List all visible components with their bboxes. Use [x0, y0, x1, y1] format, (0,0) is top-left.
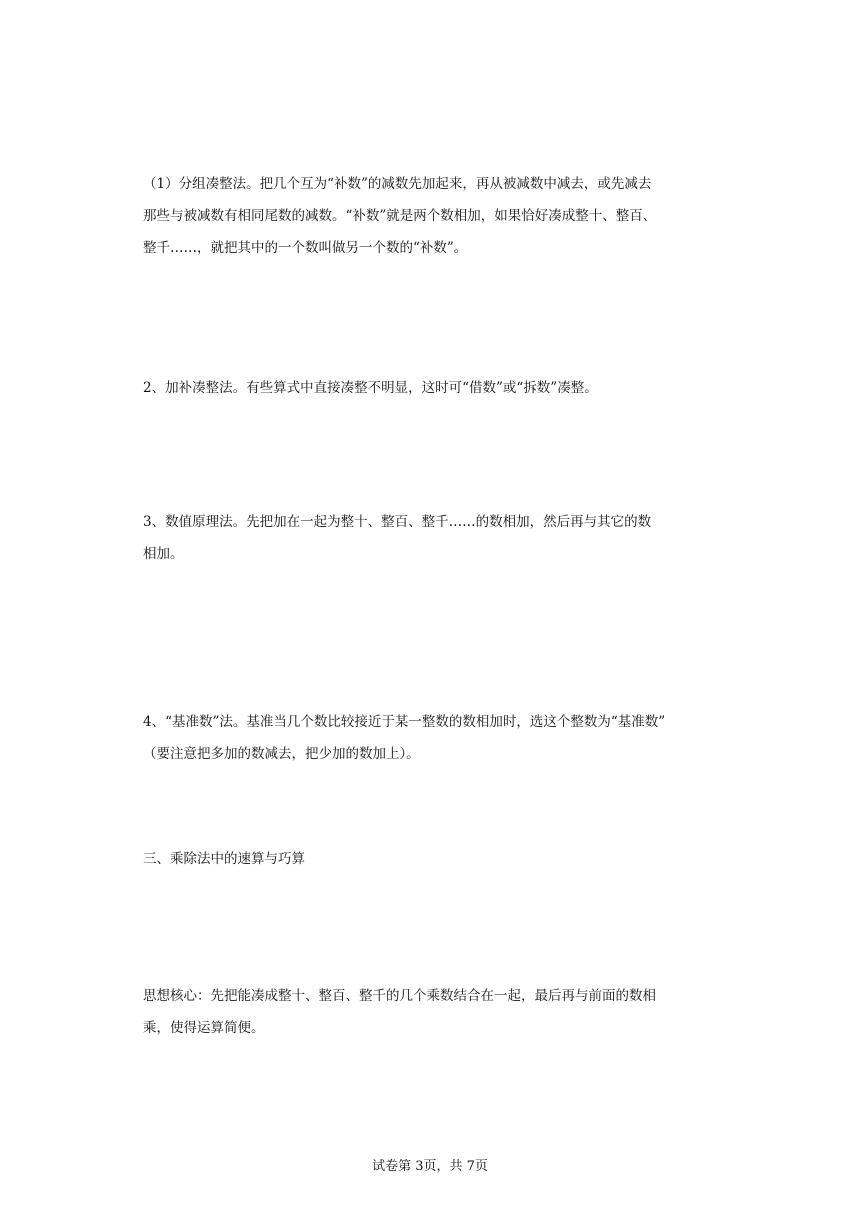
page-footer — [0, 1157, 860, 1177]
paragraph-core-idea — [143, 980, 725, 1044]
heading-line: 三、乘除法中的速算与巧算 — [143, 851, 305, 867]
paragraph-line: 那些与被减数有相同尾数的减数。“补数”就是两个数相加，如果恰好凑成整十、整百、 — [143, 208, 657, 224]
paragraph-numeric-principle-method — [143, 506, 725, 570]
paragraph-line: （要注意把多加的数减去，把少加的数加上）。 — [143, 746, 420, 762]
paragraph-line: 乘，使得运算简便。 — [143, 1020, 265, 1036]
paragraph-complement-method — [143, 372, 725, 404]
paragraph-line: 思想核心：先把能凑成整十、整百、整千的几个乘数结合在一起，最后再与前面的数相 — [143, 988, 656, 1004]
paragraph-line: 相加。 — [143, 546, 184, 562]
paragraph-line: 整千……，就把其中的一个数叫做另一个数的“补数”。 — [143, 240, 468, 256]
paragraph-line: （1）分组凑整法。把几个互为“补数”的减数先加起来，再从被减数中减去，或先减去 — [143, 176, 652, 192]
paragraph-line: 3、数值原理法。先把加在一起为整十、整百、整千……的数相加，然后再与其它的数 — [143, 514, 652, 530]
paragraph-line: 2、加补凑整法。有些算式中直接凑整不明显，这时可“借数”或“拆数”凑整。 — [143, 380, 598, 396]
paragraph-line: 4、“基准数”法。基准当几个数比较接近于某一整数的数相加时，选这个整数为“基准数” — [143, 714, 666, 730]
page-number-label: 试卷第 3页，共 7页 — [372, 1159, 488, 1174]
paragraph-grouping-method — [143, 168, 725, 264]
section-heading — [143, 843, 725, 875]
paragraph-base-number-method — [143, 706, 725, 770]
